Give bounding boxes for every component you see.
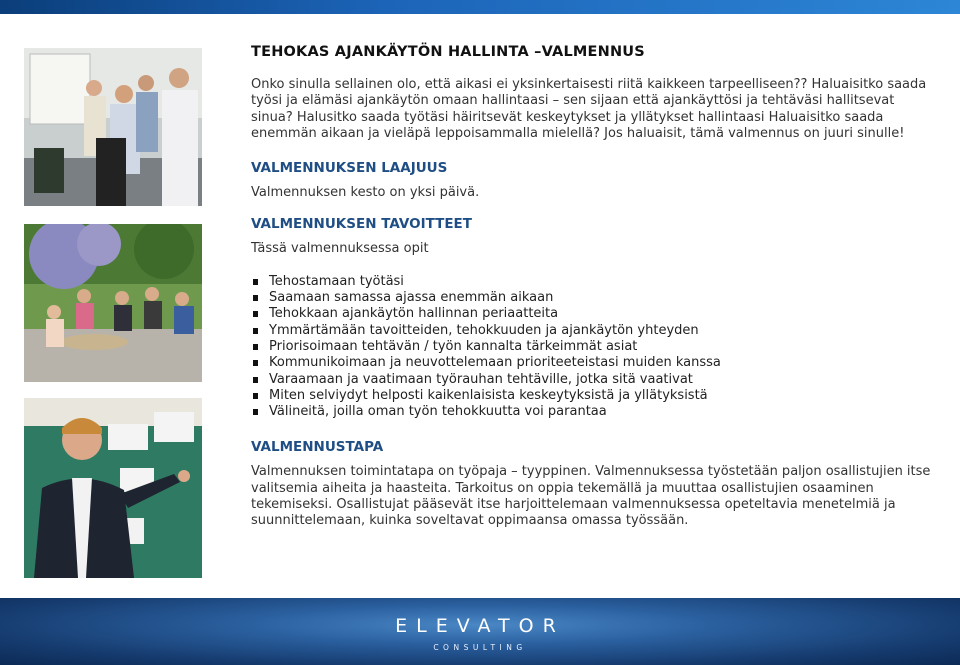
tapa-heading: VALMENNUSTAPA: [251, 439, 384, 456]
list-item: [251, 323, 931, 339]
square-bullet-icon: [253, 311, 258, 317]
goals-list: [251, 274, 931, 421]
tavoitteet-intro: Tässä valmennuksessa opit: [251, 241, 429, 257]
logo-subtitle: CONSULTING: [433, 643, 527, 652]
goal-text: Varaamaan ja vaatimaan työrauhan tehtäville, jotka sitä vaativat: [269, 371, 693, 387]
goal-text: Tehokkaan ajankäytön hallinnan periaatteita: [269, 306, 559, 322]
tapa-text: Valmennuksen toimintatapa on työpaja – tyyppinen. Valmennuksessa työstetään paljon osallistujien itse valitsemia aiheita ja haasteita. Tarkoitus on oppia tekemällä ja muuttaa osallistujien osaaminen tekemiseksi. Osallistujat pääsevät itse harjoittelemaan valmennuksessa opeteltavia menetelmiä ja suunnittelemaan, kuinka soveltavat oppimaansa omassa työssään.: [251, 464, 931, 529]
top-accent-bar: [0, 0, 960, 14]
goal-text: Miten selviydyt helposti kaikenlaisista keskeytyksistä ja yllätyksistä: [269, 387, 708, 403]
intro-paragraph: Onko sinulla sellainen olo, että aikasi ei yksinkertaisesti riitä kaikkeen tarpeelliseen?? Haluaisitko saada työsi ja elämäsi ajankäytön omaan hallintaasi – sen sijaan että ajankäyttösi ja tehtäväsi hallitsevat sinua? Halusitko saada työtäsi häiritsevät keskeytykset ja yllätykset hallintaasi Haluaisitko saada enemmän aikaan ja vieläpä leppoisammalla mielellä? Jos haluaisit, tämä valmennus on juuri sinulle!: [251, 77, 927, 141]
team-meeting-photo: [24, 48, 202, 206]
goal-text: Välineitä, joilla oman työn tehokkuutta voi parantaa: [269, 404, 607, 420]
square-bullet-icon: [253, 377, 258, 383]
main-content: [251, 44, 931, 530]
outdoor-group-photo: [24, 224, 202, 382]
square-bullet-icon: [253, 393, 258, 399]
square-bullet-icon: [253, 360, 258, 366]
square-bullet-icon: [253, 409, 258, 415]
list-item: [251, 388, 931, 404]
list-item: [251, 290, 931, 306]
square-bullet-icon: [253, 279, 258, 285]
list-item: [251, 372, 931, 388]
goal-text: Kommunikoimaan ja neuvottelemaan prioriteeteistasi muiden kanssa: [269, 355, 721, 371]
goal-text: Saamaan samassa ajassa enemmän aikaan: [269, 290, 554, 306]
goal-text: Ymmärtämään tavoitteiden, tehokkuuden ja ajankäytön yhteyden: [269, 322, 699, 338]
list-item: [251, 339, 931, 355]
list-item: [251, 355, 931, 371]
goal-text: Tehostamaan työtäsi: [269, 273, 404, 289]
laajuus-heading: VALMENNUKSEN LAAJUUS: [251, 160, 448, 177]
list-item: [251, 306, 931, 322]
square-bullet-icon: [253, 295, 258, 301]
goal-text: Priorisoimaan tehtävän / työn kannalta tärkeimmät asiat: [269, 338, 638, 354]
list-item: [251, 274, 931, 290]
elevator-logo: [0, 615, 960, 652]
presenter-at-board-photo: [24, 398, 202, 578]
page-title: TEHOKAS AJANKÄYTÖN HALLINTA –VALMENNUS: [251, 44, 645, 60]
footer-banner: [0, 598, 960, 665]
logo-wordmark: ELEVATOR: [395, 615, 565, 637]
laajuus-text: Valmennuksen kesto on yksi päivä.: [251, 185, 480, 201]
square-bullet-icon: [253, 328, 258, 334]
square-bullet-icon: [253, 344, 258, 350]
tavoitteet-heading: VALMENNUKSEN TAVOITTEET: [251, 216, 472, 233]
list-item: [251, 404, 931, 420]
